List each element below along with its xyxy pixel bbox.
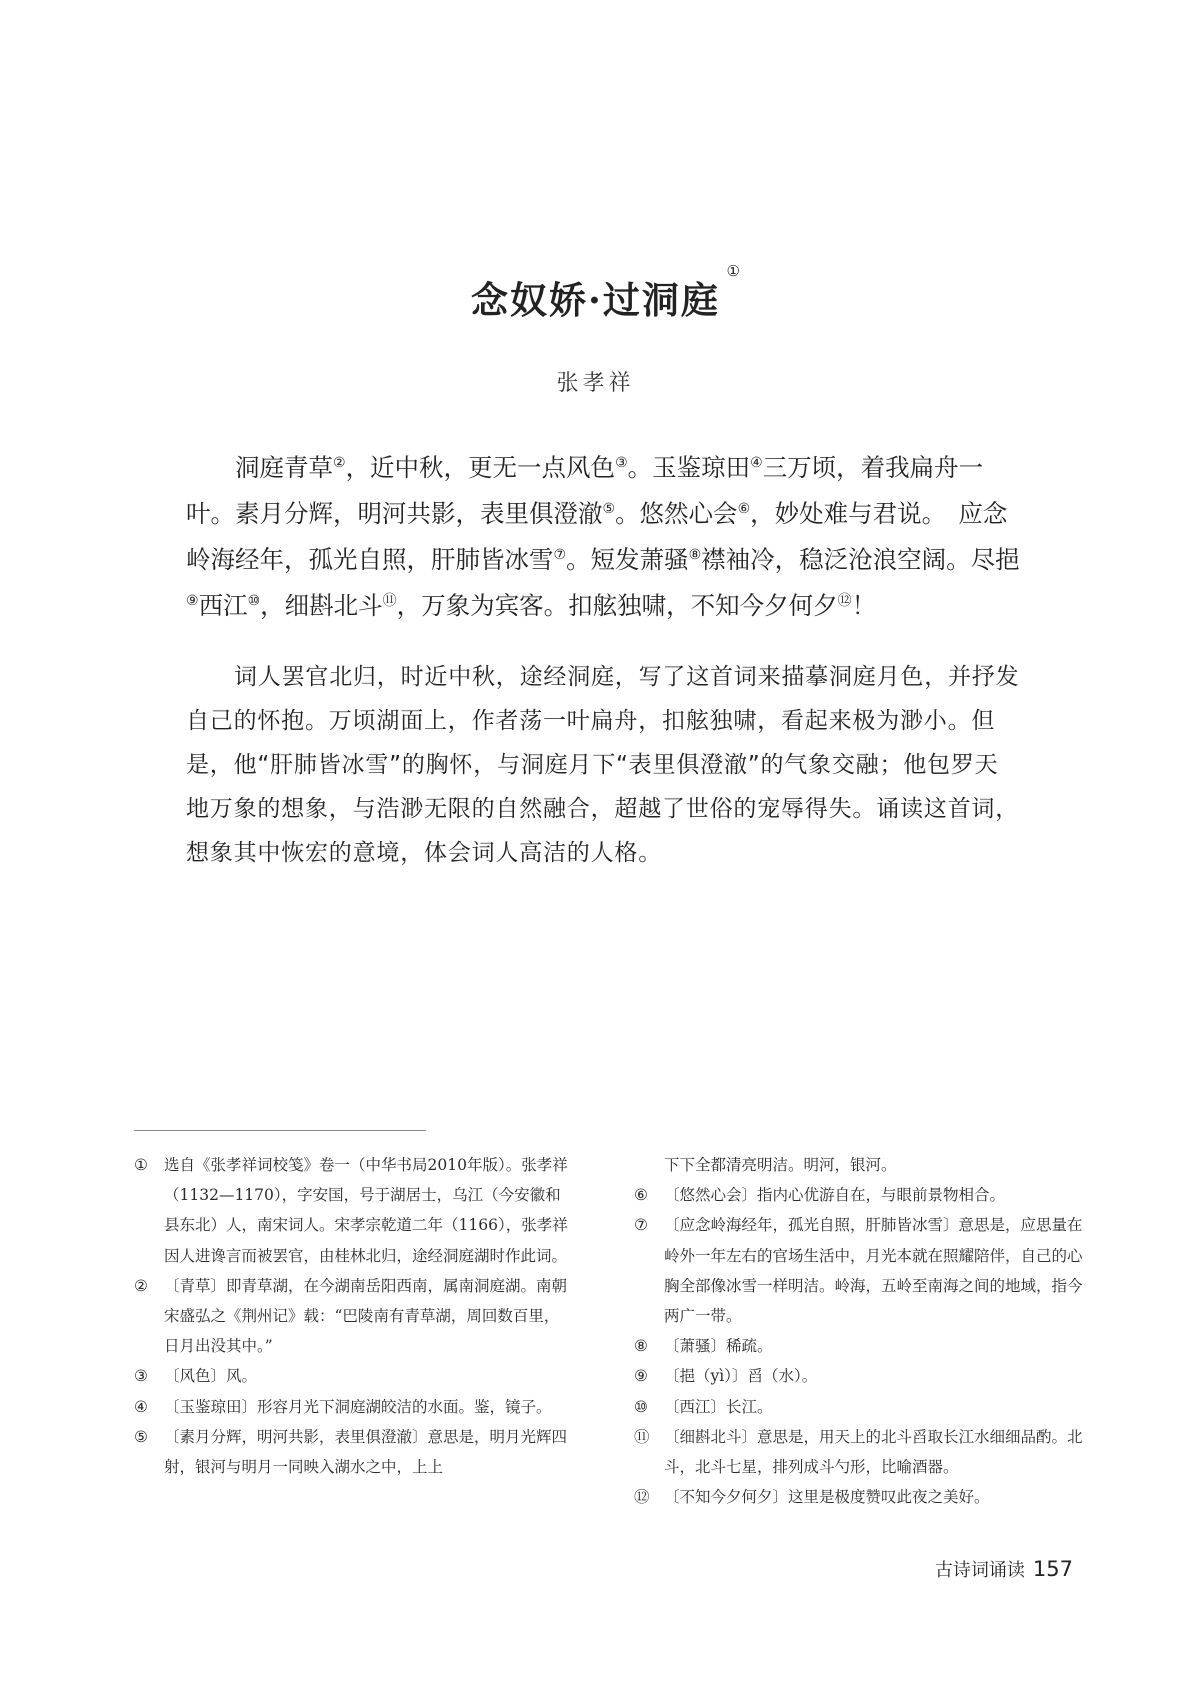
footnote-mark: ⑪ xyxy=(634,1427,650,1446)
footnote-ref: ② xyxy=(333,455,346,471)
footnote-divider xyxy=(134,1130,426,1131)
footnote-2 xyxy=(134,1271,570,1362)
footnote-ref: ⑧ xyxy=(688,547,702,563)
page-number: 157 xyxy=(1032,1557,1073,1581)
poem-text: 。短发萧骚 xyxy=(566,545,689,574)
footnote-7 xyxy=(634,1210,1086,1331)
title-block xyxy=(0,262,1191,324)
page-footer xyxy=(935,1556,1073,1582)
poem-text: 。玉鉴琼田 xyxy=(627,453,751,482)
footnote-mark: ⑧ xyxy=(634,1337,648,1356)
footnote-11 xyxy=(634,1422,1086,1482)
footnote-4 xyxy=(134,1392,570,1422)
footnote-text: 〔素月分辉，明河共影，表里俱澄澈〕意思是，明月光辉四射，银河与明月一同映入湖水之中，上上 xyxy=(164,1427,568,1477)
footnotes-left-column xyxy=(134,1150,570,1482)
footnote-text: 〔风色〕风。 xyxy=(164,1367,258,1386)
footnote-ref: ⑩ xyxy=(247,593,261,609)
footnote-ref: ⑨ xyxy=(186,593,199,609)
footnote-9 xyxy=(634,1361,1086,1391)
footnote-5 xyxy=(134,1422,570,1482)
footnote-text: 〔西江〕长江。 xyxy=(664,1397,773,1416)
footnote-text: 〔青草〕即青草湖，在今湖南岳阳西南，属南洞庭湖。南朝宋盛弘之《荆州记》载：“巴陵南有青草湖，周回数百里，日月出没其中。” xyxy=(164,1276,568,1356)
footnote-8 xyxy=(634,1331,1086,1361)
book-section-title: 古诗词诵读 xyxy=(934,1560,1025,1581)
poem-text: 洞庭青草 xyxy=(235,453,333,482)
footnote-text: 〔悠然心会〕指内心优游自在，与眼前景物相合。 xyxy=(664,1186,1006,1205)
footnote-mark: ⑨ xyxy=(634,1367,648,1386)
footnote-text: 〔挹（yì）〕舀（水）。 xyxy=(664,1367,818,1386)
poem-text: 襟袖冷，稳泛沧浪空阔。尽挹 xyxy=(701,545,1020,574)
footnote-3 xyxy=(134,1361,570,1391)
poem-title-text: 念奴娇·过洞庭 xyxy=(471,278,720,322)
footnote-text: 〔不知今夕何夕〕这里是极度赞叹此夜之美好。 xyxy=(664,1488,990,1507)
footnote-ref: ⑥ xyxy=(737,501,751,517)
poem-body xyxy=(186,445,1021,629)
footnote-ref: ⑫ xyxy=(837,593,852,609)
footnote-text: 〔玉鉴琼田〕形容月光下洞庭湖皎洁的水面。鉴，镜子。 xyxy=(164,1397,552,1416)
footnote-text: 〔细斟北斗〕意思是，用天上的北斗舀取长江水细细品酌。北斗，北斗七星，排列成斗勺形，比喻酒器。 xyxy=(664,1427,1083,1477)
title-footnote-ref: ① xyxy=(726,262,742,280)
footnote-mark: ⑥ xyxy=(634,1186,648,1205)
poem-text: ！ xyxy=(851,591,877,620)
footnote-ref: ④ xyxy=(750,455,763,471)
footnote-ref: ⑦ xyxy=(553,547,567,563)
poem-text: 。悠然心会 xyxy=(615,499,738,528)
poem-author: 张孝祥 xyxy=(556,371,635,396)
footnote-mark: ③ xyxy=(134,1367,148,1386)
footnote-mark: ⑩ xyxy=(634,1397,648,1416)
poem-title xyxy=(471,262,742,324)
footnote-ref: ③ xyxy=(615,455,628,471)
footnote-mark: ⑤ xyxy=(134,1427,148,1446)
footnote-text: 选自《张孝祥词校笺》卷一（中华书局2010年版）。张孝祥（1132—1170），字安国，号于湖居士，乌江（今安徽和县东北）人，南宋词人。宋孝宗乾道二年（1166），张孝祥因人进谗言而被罢官，由桂林北归，途经洞庭湖时作此词。 xyxy=(164,1156,568,1265)
footnotes-right-column xyxy=(634,1150,1086,1512)
footnote-text: 〔萧骚〕稀疏。 xyxy=(664,1337,773,1356)
footnote-1 xyxy=(134,1150,570,1271)
poem-text: 三万顷，着我扁舟一叶。素月分辉，明河共影，表里俱澄澈 xyxy=(186,453,984,528)
footnote-ref: ⑪ xyxy=(382,593,397,609)
footnote-10 xyxy=(634,1392,1086,1422)
poem-text: 西江 xyxy=(198,591,248,620)
footnote-mark: ① xyxy=(134,1156,148,1174)
poem-text: ，万象为宾客。扣舷独啸，不知今夕何夕 xyxy=(396,591,838,620)
poem-text: ，细斟北斗 xyxy=(260,591,383,620)
poem-text: ，妙处难与君说。 应念岭海经年，孤光自照，肝肺皆冰雪 xyxy=(186,499,1008,574)
footnote-6 xyxy=(634,1180,1086,1210)
reading-guide: 词人罢官北归，时近中秋，途经洞庭，写了这首词来描摹洞庭月色，并抒发自己的怀抱。万顷湖面上，作者荡一叶扁舟，扣舷独啸，看起来极为渺小。但是，他“肝肺皆冰雪”的胸怀，与洞庭月下“表里俱澄澈”的气象交融；他包罗天地万象的想象，与浩渺无限的自然融合，超越了世俗的宠辱得失。诵读这首词，想象其中恢宏的意境，体会词人高洁的人格。 xyxy=(186,664,1020,866)
footnote-5-continued: 下下全都清亮明洁。明河，银河。 xyxy=(664,1156,897,1174)
footnote-mark: ② xyxy=(134,1276,148,1295)
footnote-mark: ⑫ xyxy=(634,1488,650,1507)
footnote-mark: ⑦ xyxy=(634,1216,648,1235)
footnote-mark: ④ xyxy=(134,1397,148,1416)
footnote-ref: ⑤ xyxy=(602,501,616,517)
poem-text: ，近中秋，更无一点风色 xyxy=(345,453,616,482)
footnote-text: 〔应念岭海经年，孤光自照，肝肺皆冰雪〕意思是，应思量在岭外一年左右的官场生活中，月光本就在照耀陪伴，自己的心胸全部像冰雪一样明洁。岭海，五岭至南海之间的地域，指今两广一带。 xyxy=(664,1216,1083,1326)
footnote-12 xyxy=(634,1482,1086,1512)
